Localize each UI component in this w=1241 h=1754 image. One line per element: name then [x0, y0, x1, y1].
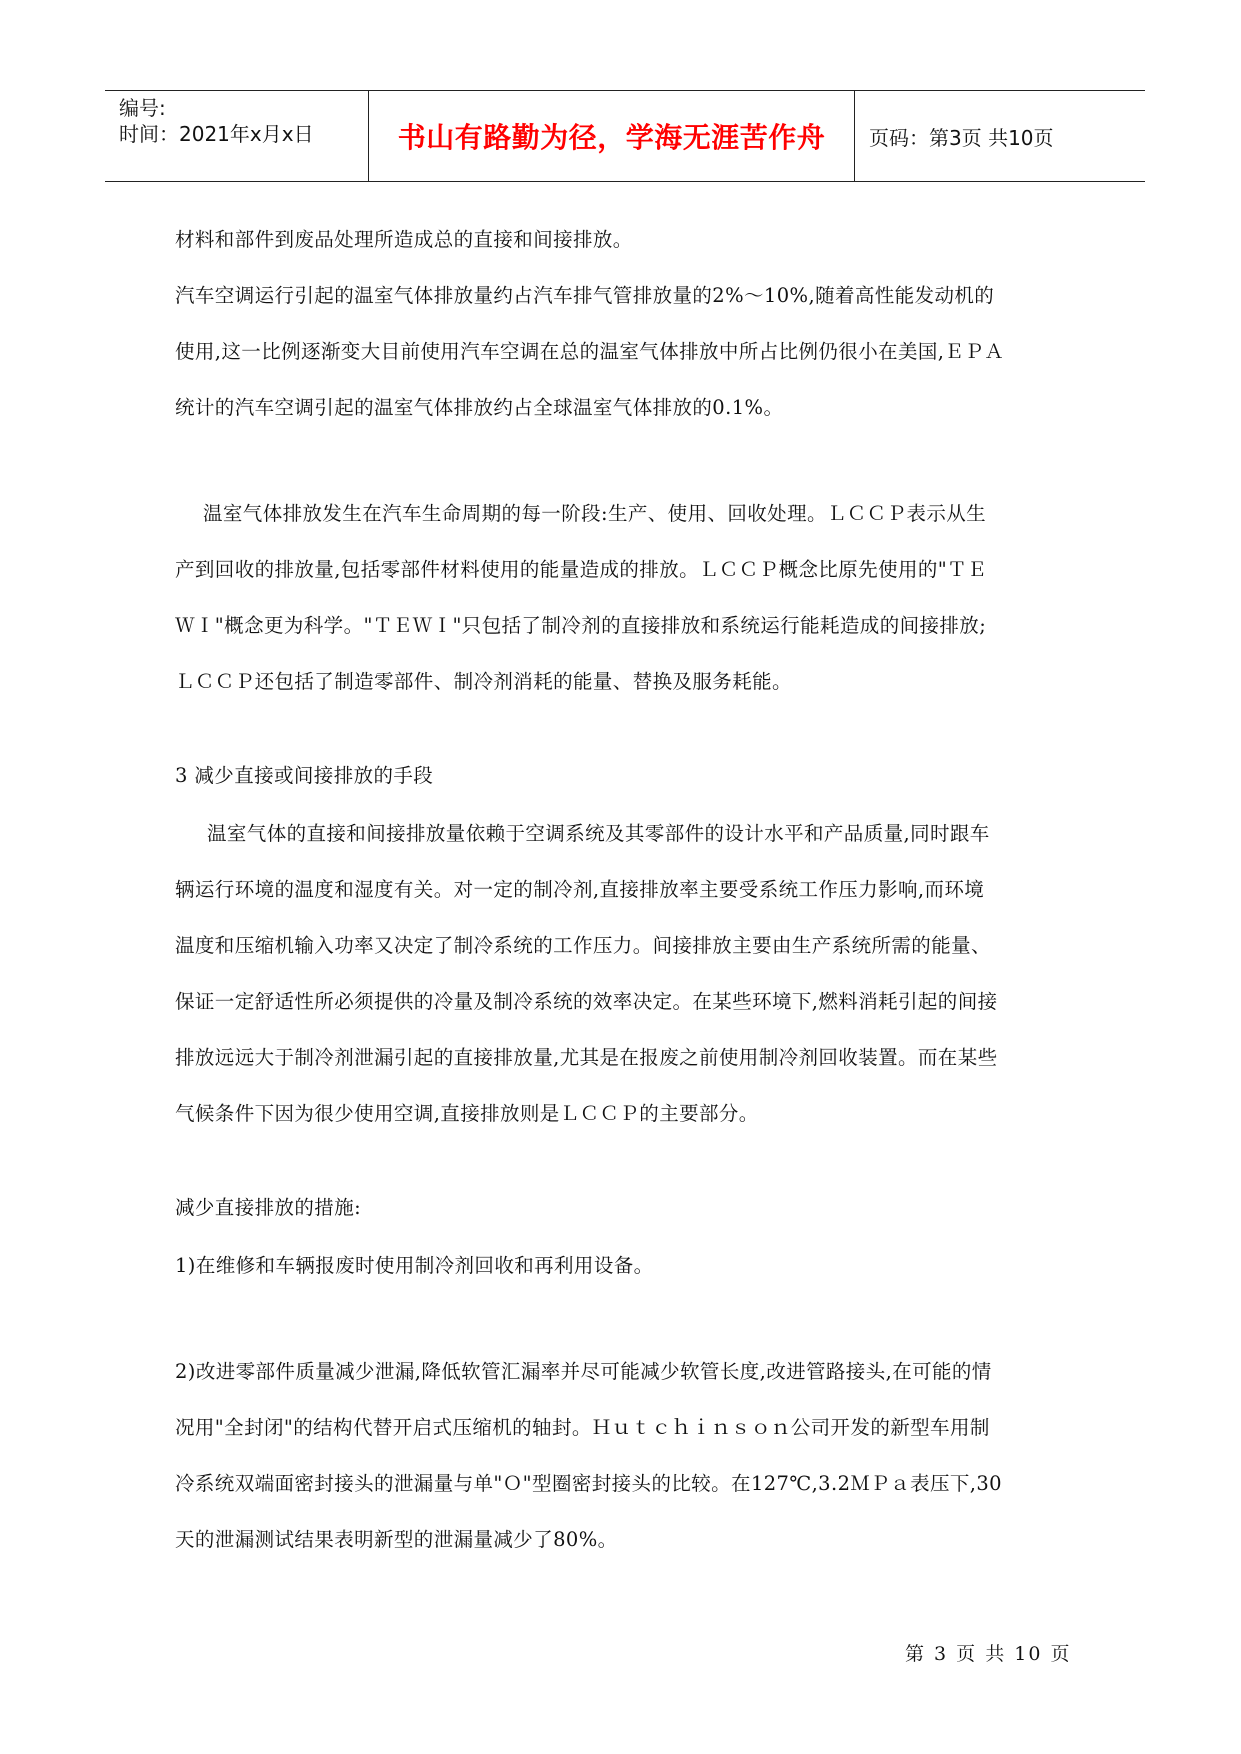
paragraph-line: 1)在维修和车辆报废时使用制冷剂回收和再利用设备。 — [175, 1254, 654, 1277]
paragraph-line: ＬＣＣＰ还包括了制造零部件、制冷剂消耗的能量、替换及服务耗能。 — [175, 670, 792, 693]
paragraph-line: 产到回收的排放量,包括零部件材料使用的能量造成的排放。ＬＣＣＰ概念比原先使用的"ＴＥ — [175, 558, 987, 581]
paragraph-line: 冷系统双端面密封接头的泄漏量与单"Ｏ"型圈密封接头的比较。在127℃,3.2ＭＰａ表压下,30 — [175, 1472, 1002, 1495]
paragraph-line: 使用,这一比例逐渐变大目前使用汽车空调在总的温室气体排放中所占比例仍很小在美国,ＥＰＡ — [175, 340, 1005, 363]
section-heading: 3 减少直接或间接排放的手段 — [175, 764, 434, 787]
paragraph-line: 2)改进零部件质量减少泄漏,降低软管汇漏率并尽可能减少软管长度,改进管路接头,在可能的情 — [175, 1360, 992, 1383]
paragraph-line: 温度和压缩机输入功率又决定了制冷系统的工作压力。间接排放主要由生产系统所需的能量、 — [175, 934, 991, 957]
paragraph-line: 辆运行环境的温度和湿度有关。对一定的制冷剂,直接排放率主要受系统工作压力影响,而环境 — [175, 878, 985, 901]
page-header — [105, 90, 1145, 182]
paragraph-line: 统计的汽车空调引起的温室气体排放约占全球温室气体排放的0.1%。 — [175, 396, 784, 419]
header-info-cell — [105, 91, 369, 181]
paragraph-line: 排放远远大于制冷剂泄漏引起的直接排放量,尤其是在报废之前使用制冷剂回收装置。而在某些 — [175, 1046, 998, 1069]
header-motto-cell — [369, 91, 855, 181]
paragraph-line: 材料和部件到废品处理所造成总的直接和间接排放。 — [175, 228, 633, 251]
serial-label: 编号: — [119, 96, 166, 120]
paragraph-line: 况用"全封闭"的结构代替开启式压缩机的轴封。Ｈｕｔｃｈｉｎｓｏｎ公司开发的新型车用制 — [175, 1416, 990, 1439]
motto: 书山有路勤为径，学海无涯苦作舟 — [397, 121, 826, 154]
header-page-cell — [855, 91, 1145, 181]
paragraph-line: 气候条件下因为很少使用空调,直接排放则是ＬＣＣＰ的主要部分。 — [175, 1102, 759, 1125]
paragraph-line: 天的泄漏测试结果表明新型的泄漏量减少了80%。 — [175, 1528, 618, 1551]
page-number-label: 页码：第3页 共10页 — [869, 125, 1054, 150]
paragraph-line: 汽车空调运行引起的温室气体排放量约占汽车排气管排放量的2%～10%,随着高性能发动机的 — [175, 284, 995, 307]
paragraph-line: ＷＩ"概念更为科学。"ＴＥＷＩ"只包括了制冷剂的直接排放和系统运行能耗造成的间接排放; — [175, 614, 987, 637]
paragraph-line: 温室气体排放发生在汽车生命周期的每一阶段:生产、使用、回收处理。ＬＣＣＰ表示从生 — [203, 502, 987, 525]
paragraph-line: 保证一定舒适性所必须提供的冷量及制冷系统的效率决定。在某些环境下,燃料消耗引起的间接 — [175, 990, 998, 1013]
paragraph-line: 减少直接排放的措施: — [175, 1196, 362, 1219]
page-footer: 第 3 页 共 10 页 — [905, 1643, 1072, 1665]
time-label: 时间：2021年x月x日 — [119, 122, 314, 146]
paragraph-line: 温室气体的直接和间接排放量依赖于空调系统及其零部件的设计水平和产品质量,同时跟车 — [207, 822, 990, 845]
